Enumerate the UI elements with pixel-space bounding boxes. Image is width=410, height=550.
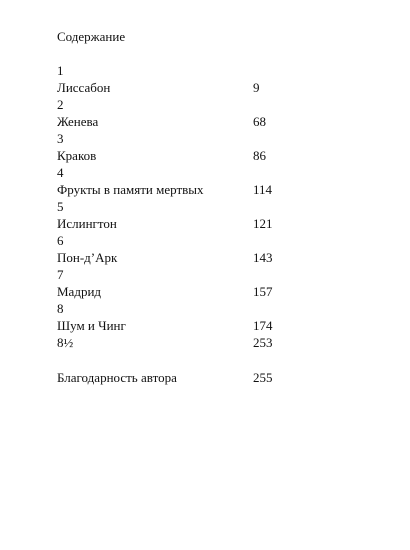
chapter-page: 174: [253, 318, 273, 333]
toc-entry: [57, 130, 317, 164]
toc-row: [57, 369, 317, 386]
chapter-page: 9: [253, 80, 260, 95]
chapter-page: 121: [253, 216, 273, 231]
toc-entry: [57, 198, 317, 232]
acknowledgement-title: Благодарность автора: [57, 370, 177, 385]
chapter-title: Ислингтон: [57, 216, 117, 231]
toc-title: Содержание: [57, 29, 126, 44]
extra-title: 8½: [57, 335, 74, 350]
chapter-page: 68: [253, 114, 266, 129]
chapter-page: 143: [253, 250, 273, 265]
chapter-title: Краков: [57, 148, 97, 163]
toc-entry: [57, 96, 317, 130]
chapter-number: 1: [57, 63, 64, 78]
chapter-number: 3: [57, 131, 64, 146]
chapter-number: 7: [57, 267, 64, 282]
chapter-number: 6: [57, 233, 64, 248]
toc-row: [57, 79, 317, 96]
toc-row: [57, 334, 317, 351]
toc-entry: [57, 164, 317, 198]
toc-row: [57, 147, 317, 164]
toc-row: [57, 283, 317, 300]
toc-entry: [57, 232, 317, 266]
chapter-page: 86: [253, 148, 266, 163]
chapter-title: Фрукты в памяти мертвых: [57, 182, 204, 197]
acknowledgement-page: 255: [253, 370, 273, 385]
chapter-number: 8: [57, 301, 64, 316]
toc-entry: [57, 266, 317, 300]
chapter-page: 157: [253, 284, 273, 299]
chapter-title: Лиссабон: [57, 80, 111, 95]
toc-entry-extra: [57, 334, 317, 351]
toc-row: [57, 215, 317, 232]
extra-page: 253: [253, 335, 273, 350]
toc-row: [57, 113, 317, 130]
chapter-number: 2: [57, 97, 64, 112]
chapter-title: Пон-д’Арк: [57, 250, 118, 265]
chapter-page: 114: [253, 182, 273, 197]
chapter-title: Женева: [57, 114, 99, 129]
toc-row: [57, 317, 317, 334]
toc-row: [57, 249, 317, 266]
toc-entry: [57, 300, 317, 334]
chapter-title: Шум и Чинг: [57, 318, 126, 333]
toc-entry: [57, 62, 317, 96]
chapter-number: 5: [57, 199, 64, 214]
chapter-number: 4: [57, 165, 64, 180]
table-of-contents: [57, 62, 317, 351]
chapter-title: Мадрид: [57, 284, 102, 299]
acknowledgement-entry: [57, 369, 317, 386]
toc-row: [57, 181, 317, 198]
